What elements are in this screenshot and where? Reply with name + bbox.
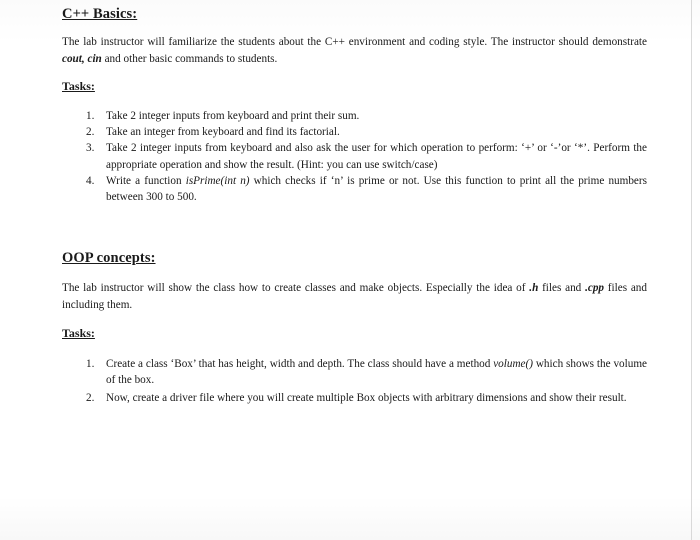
list-number: 2.: [86, 392, 95, 405]
tasks-heading-block: [62, 326, 647, 341]
section-cpp-basics: [62, 6, 647, 23]
intro-text-end: files and including them.: [62, 282, 647, 311]
list-item: [62, 108, 647, 124]
page-edge: [691, 0, 692, 540]
intro-text-end: and other basic commands to students.: [101, 53, 278, 65]
section-cpp-basics-intro: [62, 34, 647, 68]
list-number: 3.: [86, 142, 95, 155]
list-text: Take 2 integer inputs from keyboard and print their sum.: [106, 110, 360, 122]
task-list: [62, 356, 647, 407]
intro-emphasis-2: .cpp: [585, 282, 605, 294]
tasks-heading: Tasks:: [62, 326, 95, 340]
list-item: [62, 356, 647, 388]
list-text-emphasis: volume(): [493, 358, 533, 370]
task-list: [62, 108, 647, 205]
intro-paragraph: [62, 280, 647, 314]
section-oop-intro: [62, 280, 647, 314]
tasks-heading: Tasks:: [62, 79, 95, 93]
list-item: [62, 140, 647, 172]
intro-emphasis: .h: [529, 282, 539, 294]
section-oop-concepts: [62, 250, 647, 267]
list-text: Write a function: [106, 174, 186, 187]
list-text: Take an integer from keyboard and find its factorial.: [106, 126, 340, 139]
list-text: Take 2 integer inputs from keyboard and also ask the user for which operation to perform: ‘+’ or ‘-’or ‘*’. Perform the appropriate operation and show the result. (Hint: you can use switch/case): [106, 142, 647, 171]
intro-text-mid: files and: [538, 282, 586, 294]
list-text: Now, create a driver file where you will create multiple Box objects with arbitrary dimensions and show their result.: [106, 392, 627, 405]
list-number: 1.: [86, 358, 95, 370]
list-number: 4.: [86, 174, 95, 187]
list-text-end: which checks if ‘n’ is prime or not. Use this function to print all the prime numbers between 300 to 500.: [106, 174, 647, 204]
list-text: Create a class ‘Box’ that has height, width and depth. The class should have a method: [106, 358, 494, 370]
intro-text: The lab instructor will show the class how to create classes and make objects. Especially the idea of: [62, 282, 530, 294]
intro-emphasis: cout, cin: [62, 53, 102, 65]
list-number: 2.: [86, 126, 95, 139]
section-title: C++ Basics:: [62, 6, 138, 22]
list-number: 1.: [86, 110, 95, 122]
list-text-emphasis: isPrime(int n): [185, 174, 250, 187]
list-item: [62, 124, 647, 140]
list-item: [62, 173, 647, 205]
list-text-end: which shows the volume of the box.: [106, 358, 647, 387]
tasks-heading-block: [62, 79, 647, 94]
section-title: OOP concepts:: [62, 250, 156, 266]
intro-text: The lab instructor will familiarize the students about the C++ environment and coding style. The instructor should demonstrate: [62, 36, 647, 48]
list-item: [62, 390, 647, 406]
intro-paragraph: [62, 34, 647, 68]
